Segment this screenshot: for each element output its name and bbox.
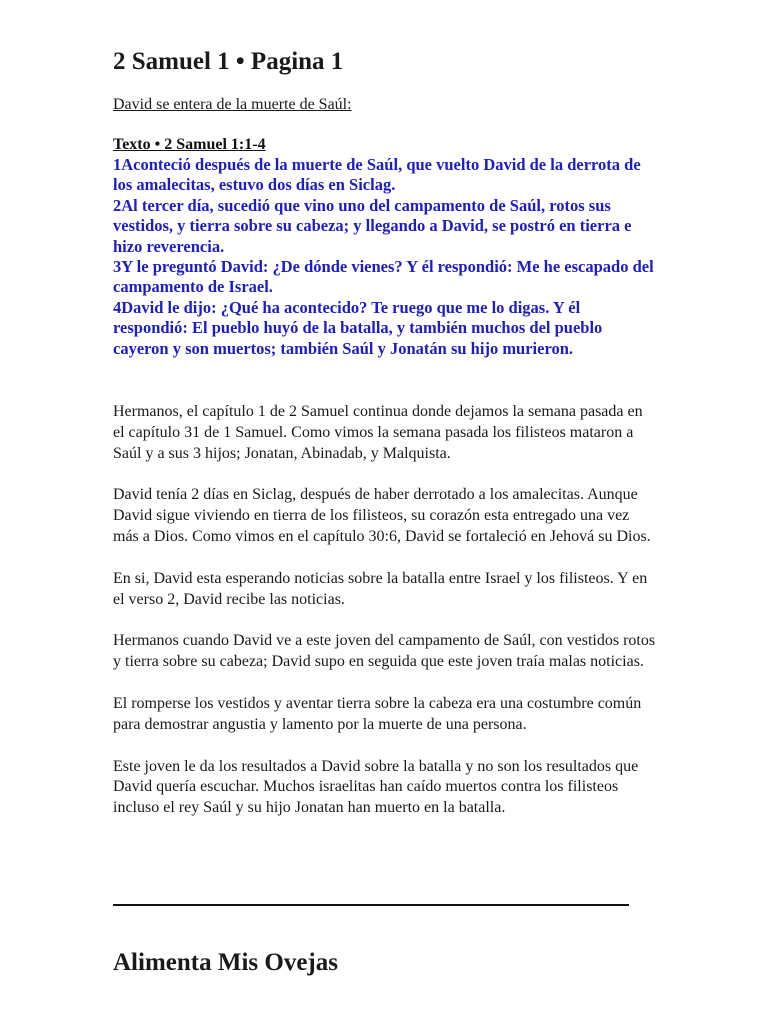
footer-title: Alimenta Mis Ovejas [113, 949, 338, 976]
verse-1: 1Aconteció después de la muerte de Saúl, que vuelto David de la derrota de los amalecitas, estuvo dos días en Siclag. [113, 155, 641, 195]
verse-3: 3Y le preguntó David: ¿De dónde vienes? Y él respondió: Me he escapado del campamento de Israel. [113, 257, 654, 297]
verse-2: 2Al tercer día, sucedió que vino uno del campamento de Saúl, rotos sus vestidos, y tierra sobre su cabeza; y llegando a David, se postró en tierra e hizo reverencia. [113, 195, 632, 256]
verse-4: 4David le dijo: ¿Qué ha acontecido? Te ruego que me lo digas. Y él respondió: El pueblo huyó de la batalla, y también muchos del pueblo cayeron y son muertos; también Saúl y Jonatán su hijo murieron. [113, 297, 603, 358]
section-subtitle: David se entera de la muerte de Saúl: [113, 96, 352, 113]
paragraph-3: En si, David esta esperando noticias sobre la batalla entre Israel y los filisteos. Y en el verso 2, David recibe las noticias. [113, 569, 648, 608]
scripture-reference: Texto • 2 Samuel 1:1-4 [113, 136, 266, 153]
paragraph-2: David tenía 2 días en Siclag, después de haber derrotado a los amalecitas. Aunque David sigue viviendo en tierra de los filisteos, su corazón esta entregado una vez más a Dios. Como vimos en el capítulo 30:6, David se fortaleció en Jehová su Dios. [113, 486, 651, 546]
paragraph-5: El romperse los vestidos y aventar tierra sobre la cabeza era una costumbre común para demostrar angustia y lamento por la muerte de una persona. [113, 695, 642, 733]
commentary [113, 402, 658, 819]
page-title: 2 Samuel 1 • Pagina 1 [113, 48, 344, 75]
paragraph-1: Hermanos, el capítulo 1 de 2 Samuel continua donde dejamos la semana pasada en el capítulo 31 de 1 Samuel. Como vimos la semana pasada los filisteos mataron a Saúl y a sus 3 hijos; Jonatan, Abinadab, y Malquista. [113, 403, 643, 462]
scripture-block [113, 135, 658, 359]
section-divider [113, 904, 629, 906]
paragraph-6: Este joven le da los resultados a David sobre la batalla y no son los resultados que David quería escuchar. Muchos israelitas han caído muertos contra los filisteos incluso el rey Saúl y su hijo Jonatan han muerto en la batalla. [113, 757, 639, 817]
paragraph-4: Hermanos cuando David ve a este joven del campamento de Saúl, con vestidos rotos y tierra sobre su cabeza; David supo en seguida que este joven traía malas noticias. [113, 632, 656, 671]
